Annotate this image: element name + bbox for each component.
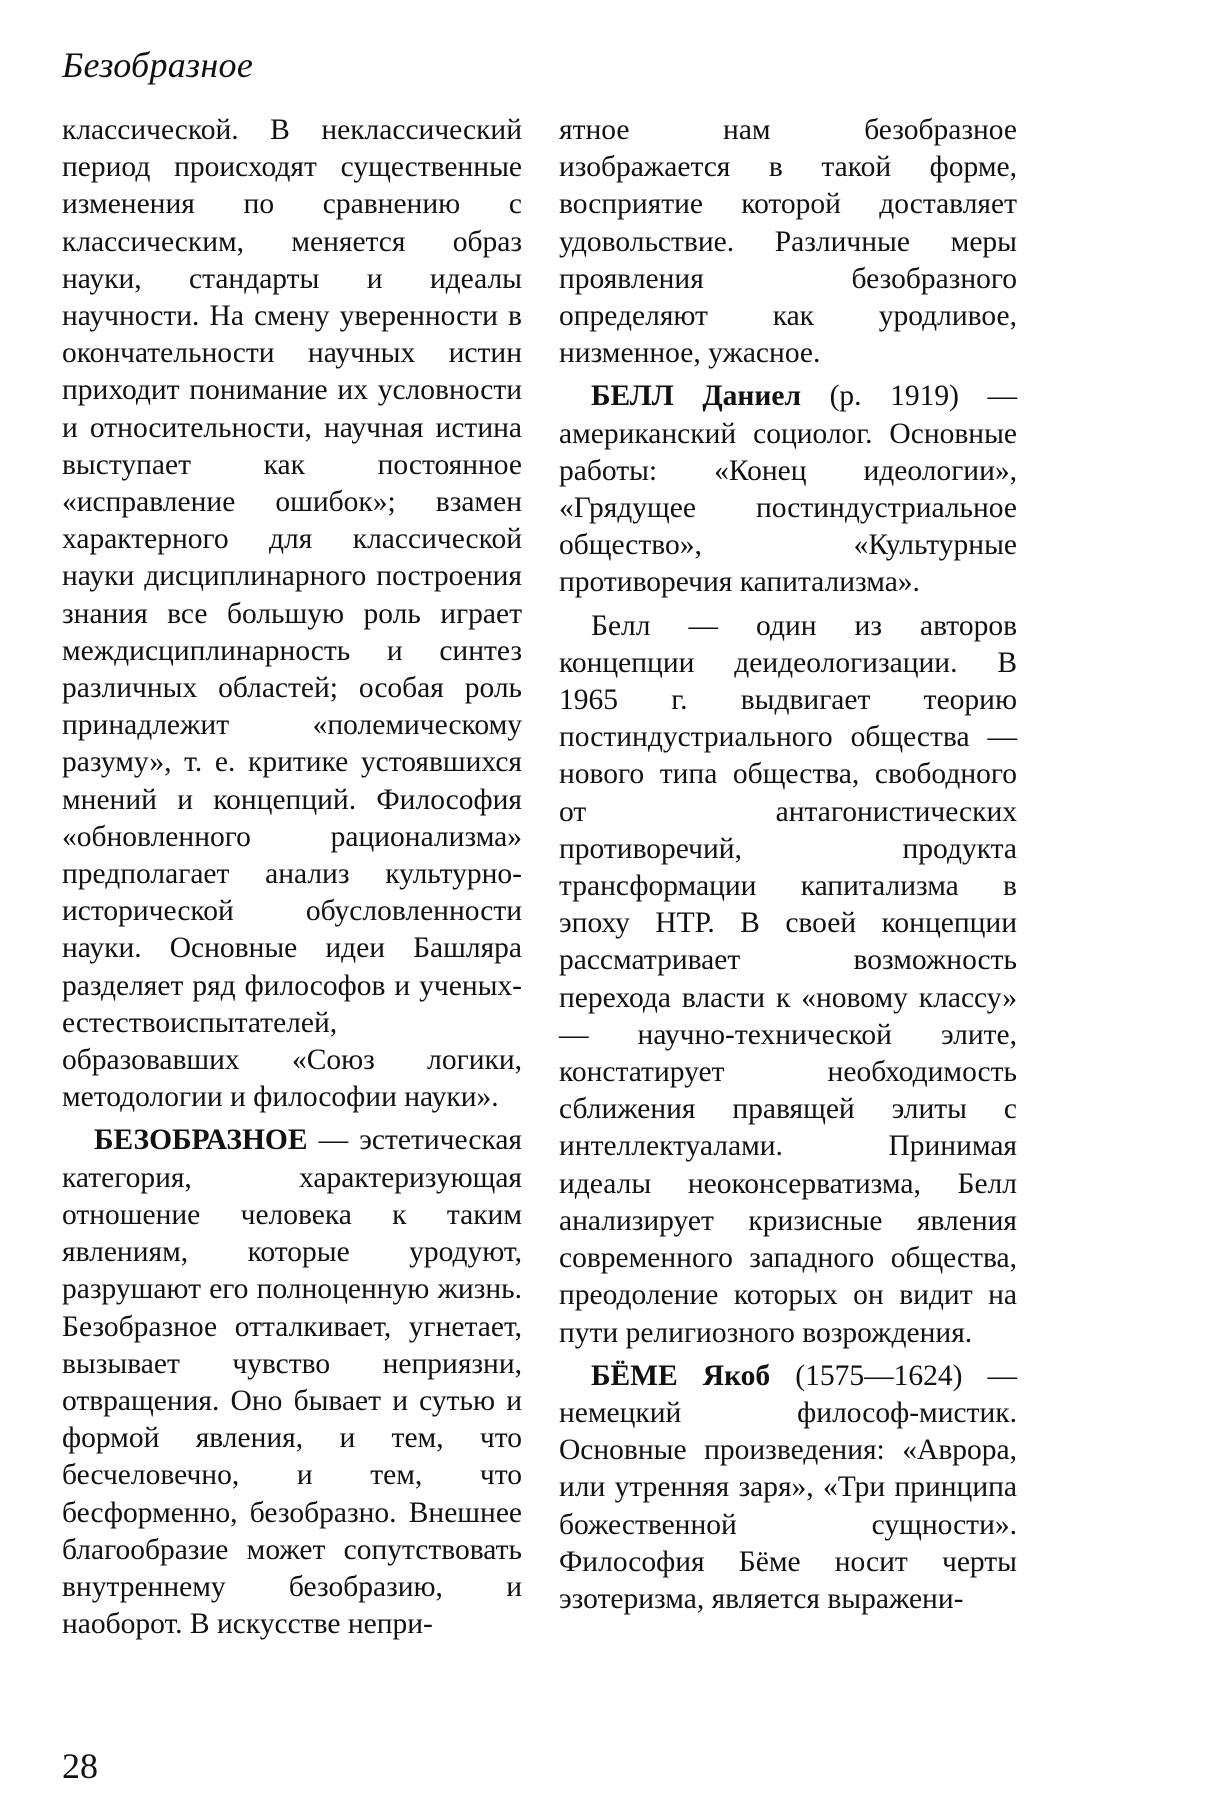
entry-headword: БЕЛЛ Даниел	[591, 380, 802, 413]
entry-headword: БЕЗОБРАЗНОЕ	[94, 1124, 308, 1157]
page-number: 28	[62, 1746, 98, 1786]
entry-boehme	[559, 1358, 1017, 1618]
entry-text: (1575—1624) — немецкий философ-мистик. Основные произведения: «Аврора, или утренняя заря», «Три принципа божественной сущности». Философия Бёме носит черты эзотеризма, является выражени-	[559, 1359, 1017, 1615]
right-column	[559, 112, 1017, 1618]
paragraph-continuation: ятное нам безобразное изображается в такой форме, восприятие которой доставляет удовольствие. Различные меры проявления безобразного определяют как уродливое, низменное, ужасное.	[559, 114, 1017, 370]
running-head: Безобразное	[62, 45, 254, 85]
left-column	[62, 112, 522, 1643]
entry-bell-paragraph: Белл — один из авторов концепции деидеологизации. В 1965 г. выдвигает теорию постиндустриального общества — нового типа общества, свободного от антагонистических противоречий, продукта трансформации капитализма в эпоху НТР. В своей концепции рассматривает возможность перехода власти к «новому классу» — научно-технической элите, констатирует необходимость сближения правящей элиты с интеллектуалами. Принимая идеалы неоконсерватизма, Белл анализирует кризисные явления современного западного общества, преодоление которых он видит на пути религиозного возрождения.	[559, 609, 1017, 1349]
entry-bezobraznoe	[62, 1122, 522, 1643]
entry-text: — эстетическая категория, характеризующая отношение человека к таким явлениям, которые уродуют, разрушают его полноценную жизнь. Безобразное отталкивает, угнетает, вызывает чувство неприязни, отвращения. Оно бывает и сутью и формой явления, и тем, что бесчеловечно, и тем, что бесформенно, безобразно. Внешнее благообразие может сопутствовать внутреннему безобразию, и наоборот. В искусстве непри-	[62, 1124, 522, 1641]
paragraph-continuation: классической. В неклассический период происходят существенные изменения по сравнению с классическим, меняется образ науки, стандарты и идеалы научности. На смену уверенности в окончательности научных истин приходит понимание их условности и относительности, научная истина выступает как постоянное «исправление ошибок»; взамен характерного для классической науки дисциплинарного построения знания все большую роль играет междисциплинарность и синтез различных областей; особая роль принадлежит «полемическому разуму», т. е. критике устоявшихся мнений и концепций. Философия «обновленного рационализма» предполагает анализ культурно-исторической обусловленности науки. Основные идеи Башляра разделяет ряд философов и ученых-естествоиспытателей, образовавших «Союз логики, методологии и философии науки».	[62, 114, 522, 1114]
entry-bell	[559, 378, 1017, 601]
entry-headword: БЁМЕ Якоб	[591, 1359, 771, 1392]
entry-text: (р. 1919) — американский социолог. Основные работы: «Конец идеологии», «Грядущее постиндустриальное общество», «Культурные противоречия капитализма».	[559, 380, 1017, 599]
